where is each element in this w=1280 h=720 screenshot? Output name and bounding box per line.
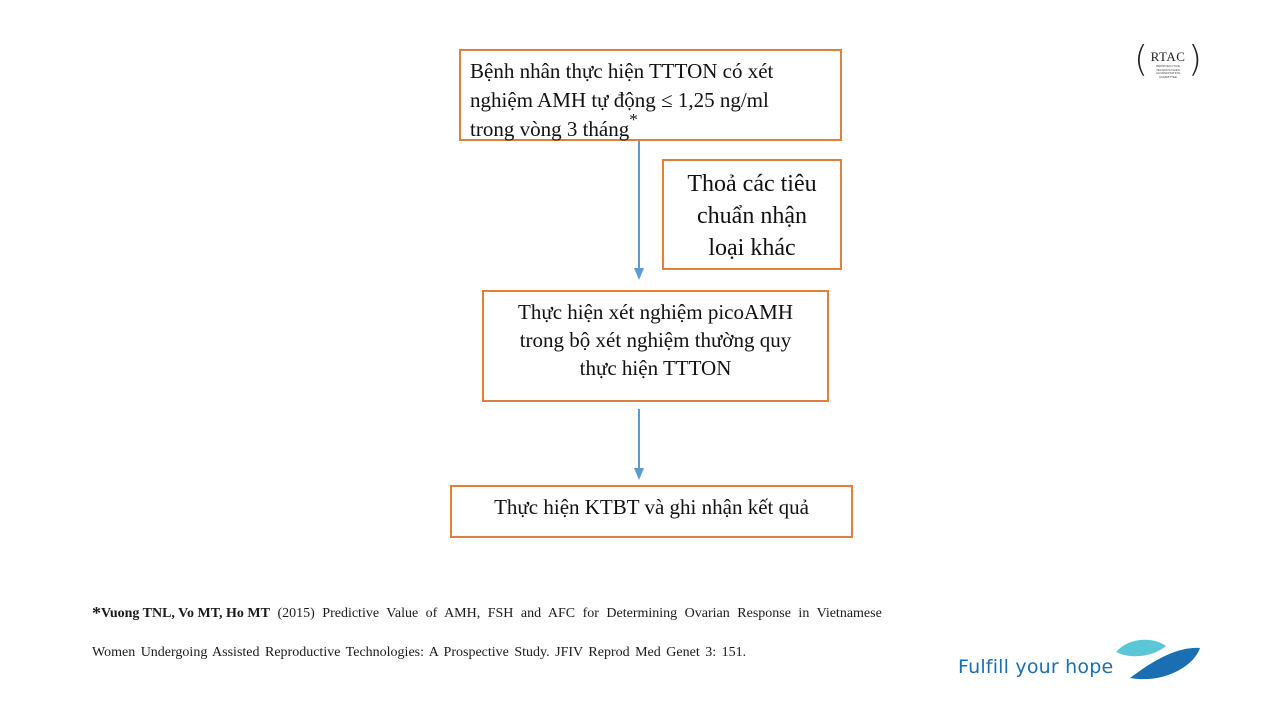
criteria-line-1: Thoả các tiêu [687, 171, 817, 197]
logo-tagline: REPRODUCTIVE TECHNOLOGIES ACCREDITATION COMMITTEE [1155, 64, 1181, 79]
step2-box [482, 290, 829, 402]
reference-marker: * [92, 603, 101, 623]
reference-line-1 [92, 603, 882, 627]
step2-line-1: Thực hiện xét nghiệm picoAMH [518, 300, 793, 324]
reference-line-2 [92, 645, 746, 661]
reference-line-2-text: Women Undergoing Assisted Reproductive Technologies: A Prospective Study. JFIV Reprod Med Genet 3: 151. [92, 645, 747, 660]
logo-left-paren-icon: ( [1134, 39, 1149, 80]
step3-text: Thực hiện KTBT và ghi nhận kết quả [494, 495, 809, 519]
step1-line-1: Bệnh nhân thực hiện TTTON có xét [470, 59, 774, 83]
step2-line-3: thực hiện TTTON [579, 356, 732, 380]
step1-line-3: trong vòng 3 tháng [470, 117, 630, 141]
reference-authors: Vuong TNL, Vo MT, Ho MT [101, 606, 270, 621]
criteria-line-2: chuẩn nhận [697, 203, 807, 229]
step3-box [450, 485, 853, 538]
reference-line-1-rest: (2015) Predictive Value of AMH, FSH and AFC for Determining Ovarian Response in Vietnamese [269, 606, 882, 621]
step1-footnote-marker: * [629, 110, 638, 129]
criteria-box [662, 159, 842, 270]
step1-line-2: nghiệm AMH tự động ≤ 1,25 ng/ml [470, 88, 769, 112]
logo-right-paren-icon: ) [1187, 39, 1202, 80]
step1-box [459, 49, 842, 141]
step2-line-2: trong bộ xét nghiệm thường quy [519, 328, 792, 352]
arrow-step2-to-step3 [634, 409, 644, 480]
arrow-step1-to-step2 [634, 141, 644, 280]
criteria-line-3: loại khác [708, 235, 796, 261]
brand-tagline: Fulfill your hope [958, 656, 1114, 678]
leaf-logo-icon [1114, 636, 1204, 682]
rtac-logo [1134, 40, 1202, 82]
logo-text: RTAC [1150, 49, 1186, 64]
step1-line-3-wrap [470, 110, 832, 144]
